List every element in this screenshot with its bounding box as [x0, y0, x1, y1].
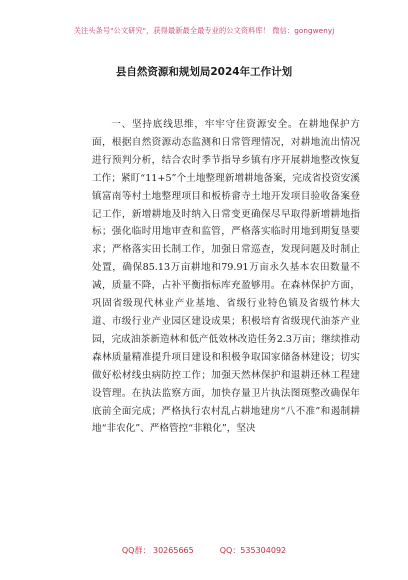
header-promo-note: 关注头条号"公文研究"，获得最新最全最专业的公文资料库！ 微信：gongwenyj	[73, 26, 335, 35]
document-title: 县自然资源和规划局2024年工作计划	[115, 66, 293, 78]
qq-group-number: QQ群： 30265665	[121, 546, 194, 555]
footer-contact	[0, 545, 408, 556]
body-paragraph: 一、坚持底线思维，牢牢守住资源安全。在耕地保护方面，根据自然资源动态监测和日常管理情况，对耕地流出情况进行预判分析，结合农时季节指导乡镇有序开展耕地整改恢复工作；紧盯“11+5”个土地整理新增耕地备案，完成省投资安溪镇富南等村土地整理项目和板桥畲寺土地开发项目验收备案登记工作，新增耕地及时纳入日常变更确保尽早取得新增耕地指标；强化临时用地审查和监管，严格落实临时用地到期复垦要求；严格落实田长制工作，加强日常巡查，发现问题及时制止处置，确保85.13万亩耕地和79.91万亩永久基本农田数量不减，质量不降，占补平衡指标库充盈够用。在森林保护方面，巩固省级现代林业产业基地、省级行业特色镇及省级竹林大道、市级行业产业园区建设成果；积极培育省级现代油茶产业园，完成油茶新造林和低产低效林改造任务2.3万亩；继续推动森林质量精准提升项目建设和积极争取国家储备林建设；切实做好松材线虫病防控工作；加强天然林保护和退耕还林工程建设管理。在执法监察方面，加快存量卫片执法图斑整改确保年底前全面完成；严格执行农村乱占耕地建房“八不准”和遏制耕地“非农化”、严格管控“非粮化”，坚决	[92, 119, 360, 435]
qq-number: QQ：535304092	[219, 546, 287, 555]
